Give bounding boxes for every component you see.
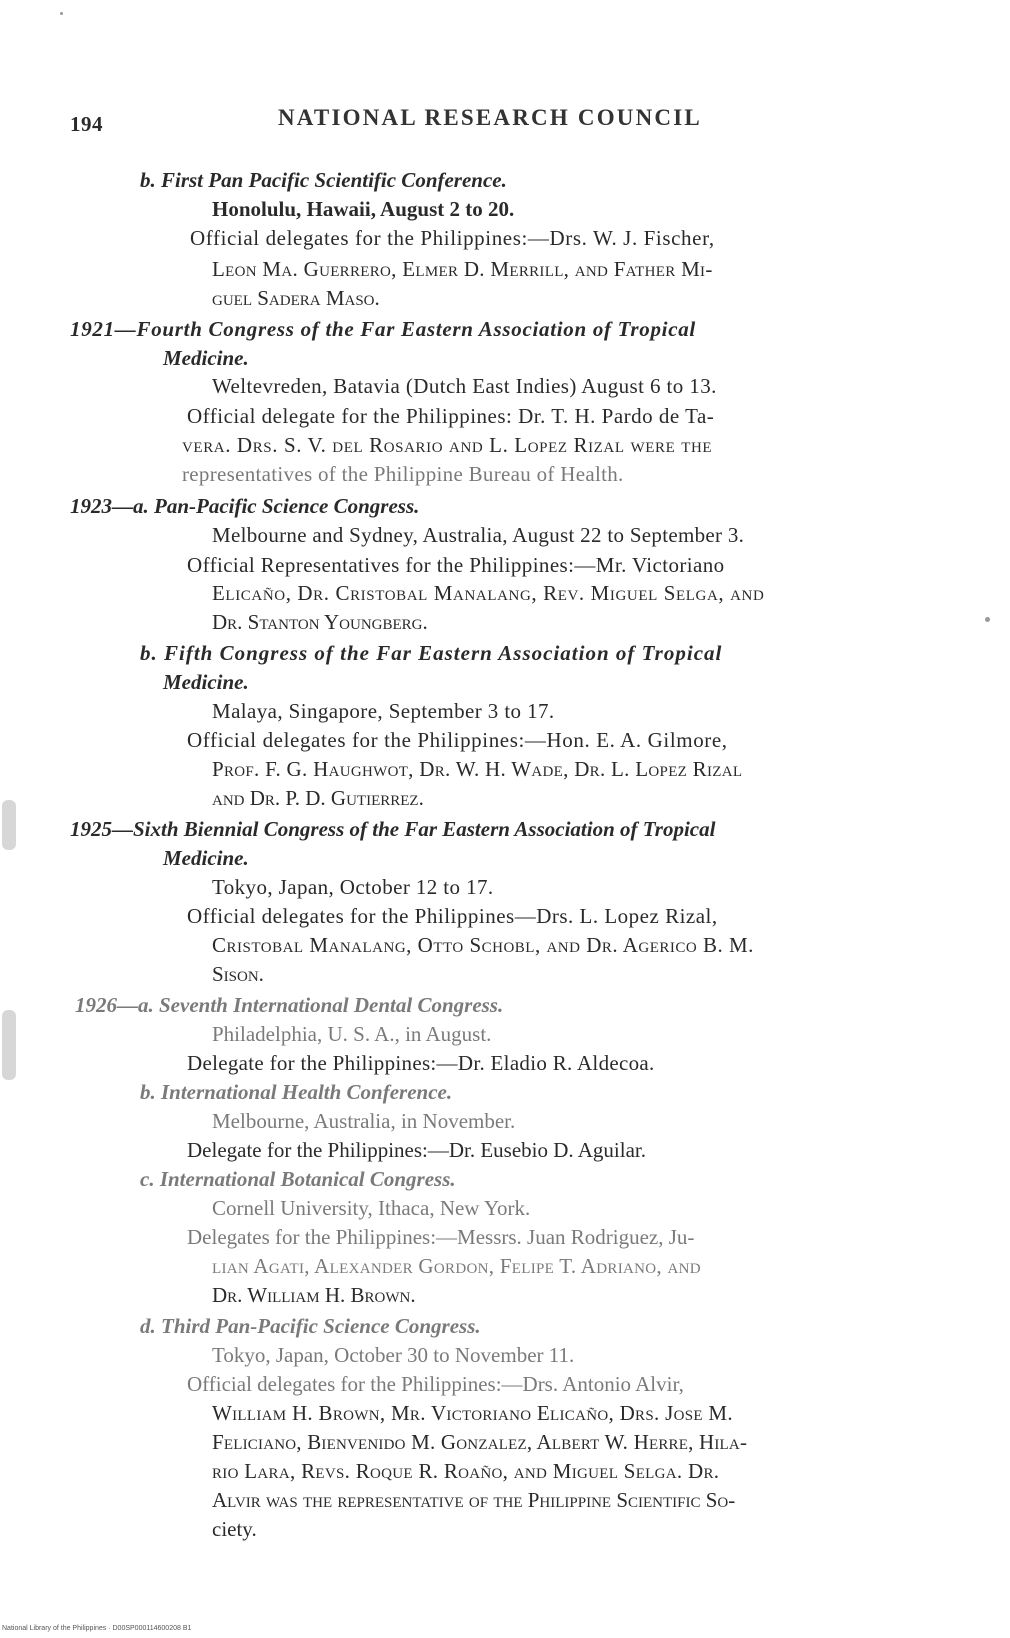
text-line: b. First Pan Pacific Scientific Conference.	[140, 168, 507, 192]
text-line: Sison.	[212, 962, 264, 986]
text-line: Feliciano, Bienvenido M. Gonzalez, Albert W. Herre, Hila-	[212, 1430, 748, 1454]
text-line: guel Sadera Maso.	[212, 286, 380, 310]
text-line: Delegates for the Philippines:—Messrs. Juan Rodriguez, Ju-	[187, 1225, 695, 1249]
text-line: Melbourne, Australia, in November.	[212, 1109, 516, 1133]
page-header	[0, 100, 1010, 140]
text-line: Official delegate for the Philippines: Dr. T. H. Pardo de Ta-	[187, 404, 715, 428]
text-line: rio Lara, Revs. Roque R. Roaño, and Miguel Selga. Dr.	[212, 1459, 720, 1483]
text-line: 1923—a. Pan-Pacific Science Congress.	[70, 494, 420, 518]
text-line: Melbourne and Sydney, Australia, August 22 to September 3.	[212, 523, 745, 547]
text-line: b. Fifth Congress of the Far Eastern Association of Tropical	[140, 641, 723, 665]
text-line: Official delegates for the Philippines:—Drs. W. J. Fischer,	[190, 226, 715, 250]
text-line: Official delegates for the Philippines—Drs. L. Lopez Rizal,	[187, 904, 718, 928]
text-line: d. Third Pan-Pacific Science Congress.	[140, 1314, 481, 1338]
text-line: Medicine.	[163, 670, 249, 694]
text-line: vera. Drs. S. V. del Rosario and L. Lopez Rizal were the	[182, 433, 713, 457]
text-line: 1925—Sixth Biennial Congress of the Far Eastern Association of Tropical	[70, 817, 716, 841]
text-line: William H. Brown, Mr. Victoriano Elicaño, Drs. Jose M.	[212, 1401, 733, 1425]
text-line: Cristobal Manalang, Otto Schobl, and Dr. Agerico B. M.	[212, 933, 754, 957]
text-line: representatives of the Philippine Bureau of Health.	[182, 462, 624, 486]
scan-artifact	[2, 800, 16, 850]
text-line: Leon Ma. Guerrero, Elmer D. Merrill, and Father Mi-	[212, 257, 713, 281]
text-line: c. International Botanical Congress.	[140, 1167, 456, 1191]
running-head: NATIONAL RESEARCH COUNCIL	[278, 105, 702, 130]
text-line: Cornell University, Ithaca, New York.	[212, 1196, 531, 1220]
text-line: 1926—a. Seventh International Dental Congress.	[75, 993, 504, 1017]
page-footer: National Library of the Philippines · D00SP000114600208 B1	[2, 1625, 192, 1632]
text-line: and Dr. P. D. Gutierrez.	[212, 786, 424, 810]
text-line: lian Agati, Alexander Gordon, Felipe T. Adriano, and	[212, 1254, 701, 1278]
text-line: Tokyo, Japan, October 12 to 17.	[212, 875, 494, 899]
text-line: Official Representatives for the Philippines:—Mr. Victoriano	[187, 553, 725, 577]
text-line: Dr. Stanton Youngberg.	[212, 610, 428, 634]
text-line: Dr. William H. Brown.	[212, 1283, 416, 1307]
text-line: Honolulu, Hawaii, August 2 to 20.	[212, 197, 515, 221]
text-line: Prof. F. G. Haughwot, Dr. W. H. Wade, Dr. L. Lopez Rizal	[212, 757, 743, 781]
page-number: 194	[70, 112, 103, 136]
text-line: Delegate for the Philippines:—Dr. Eusebio D. Aguilar.	[187, 1138, 647, 1162]
text-line: Philadelphia, U. S. A., in August.	[212, 1022, 492, 1046]
text-line: Alvir was the representative of the Philippine Scientific So-	[212, 1488, 736, 1512]
text-line: Medicine.	[163, 846, 249, 870]
text-line: Medicine.	[163, 346, 249, 370]
text-line: ciety.	[212, 1517, 257, 1541]
text-line: Malaya, Singapore, September 3 to 17.	[212, 699, 555, 723]
text-line: Weltevreden, Batavia (Dutch East Indies) August 6 to 13.	[212, 374, 717, 398]
text-line: Tokyo, Japan, October 30 to November 11.	[212, 1343, 575, 1367]
text-line: Delegate for the Philippines:—Dr. Eladio R. Aldecoa.	[187, 1051, 655, 1075]
scan-speck	[60, 12, 63, 15]
text-line: Official delegates for the Philippines:—Hon. E. A. Gilmore,	[187, 728, 728, 752]
scan-speck	[985, 617, 990, 622]
text-line: Official delegates for the Philippines:—Drs. Antonio Alvir,	[187, 1372, 684, 1396]
scan-artifact	[2, 1010, 16, 1080]
text-line: Elicaño, Dr. Cristobal Manalang, Rev. Miguel Selga, and	[212, 581, 765, 605]
text-line: b. International Health Conference.	[140, 1080, 453, 1104]
text-line: 1921—Fourth Congress of the Far Eastern Association of Tropical	[70, 317, 696, 341]
